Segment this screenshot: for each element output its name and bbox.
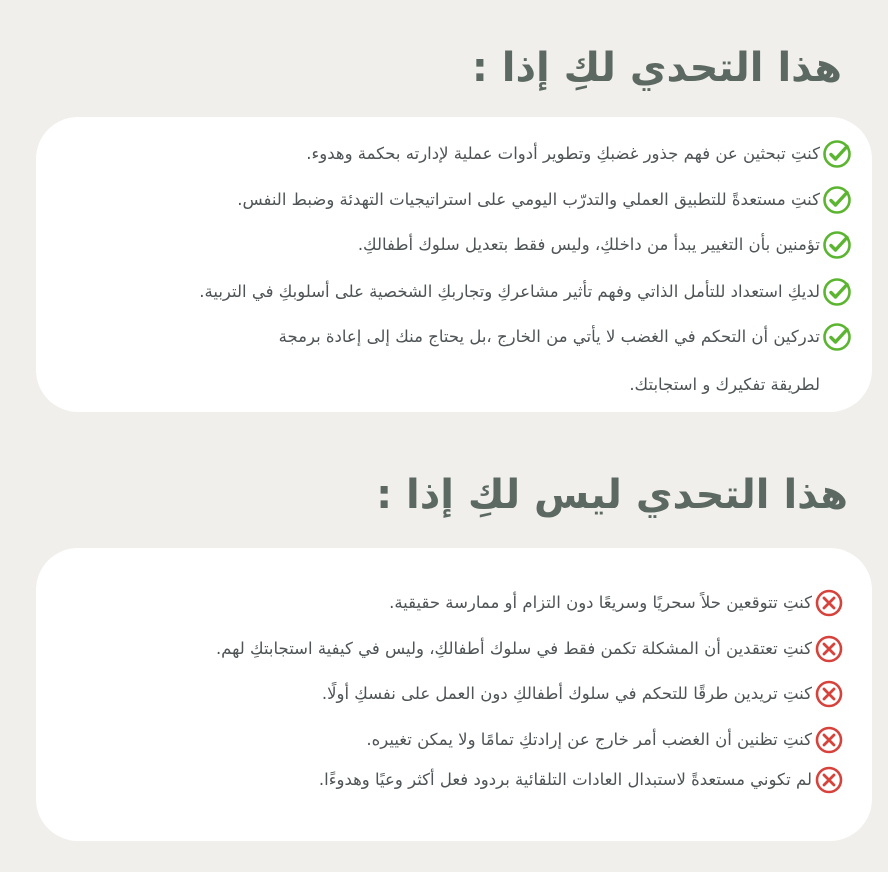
- not-fit-item: [366, 725, 844, 755]
- check-circle-icon: [822, 139, 852, 169]
- fit-item-continuation: لطريقة تفكيرك و استجابتك.: [629, 375, 820, 394]
- check-circle-icon: [822, 230, 852, 260]
- check-circle-icon: [822, 277, 852, 307]
- not-fit-item: [216, 634, 844, 664]
- x-circle-icon: [814, 634, 844, 664]
- not-fit-item-text: كنتِ تظنين أن الغضب أمر خارج عن إرادتكِ تمامًا ولا يمكن تغييره.: [366, 729, 812, 749]
- fit-card: [36, 117, 872, 412]
- not-fit-item: [389, 588, 844, 618]
- not-fit-item: [322, 679, 844, 709]
- fit-item-text: تؤمنين بأن التغيير يبدأ من داخلكِ، وليس فقط بتعديل سلوك أطفالكِ.: [357, 234, 820, 254]
- fit-item: [358, 230, 852, 260]
- fit-heading: هذا التحدي لكِ إذا :: [471, 45, 842, 91]
- not-fit-item-text: كنتِ تريدين طرقًا للتحكم في سلوك أطفالكِ دون العمل على نفسكِ أولًا.: [321, 683, 812, 703]
- x-circle-icon: [814, 588, 844, 618]
- check-circle-icon: [822, 322, 852, 352]
- fit-item: [279, 322, 852, 352]
- fit-item-text: كنتِ مستعدةً للتطبيق العملي والتدرّب اليومي على استراتيجيات التهدئة وضبط النفس.: [237, 189, 820, 209]
- check-circle-icon: [822, 185, 852, 215]
- not-fit-item: [319, 765, 844, 795]
- x-circle-icon: [814, 765, 844, 795]
- fit-item-text: كنتِ تبحثين عن فهم جذور غضبكِ وتطوير أدوات عملية لإدارته بحكمة وهدوء.: [306, 143, 820, 163]
- x-circle-icon: [814, 679, 844, 709]
- not-fit-item-text: كنتِ تتوقعين حلاً سحريًا وسريعًا دون التزام أو ممارسة حقيقية.: [389, 592, 812, 612]
- not-fit-card: [36, 548, 872, 841]
- fit-item-text: تدركين أن التحكم في الغضب لا يأتي من الخارج ،بل يحتاج منك إلى إعادة برمجة: [278, 326, 820, 346]
- fit-item-text: لديكِ استعداد للتأمل الذاتي وفهم تأثير مشاعركِ وتجاربكِ الشخصية على أسلوبكِ في التربية.: [199, 281, 820, 301]
- x-circle-icon: [814, 725, 844, 755]
- not-fit-item-text: لم تكوني مستعدةً لاستبدال العادات التلقائية بردود فعل أكثر وعيًا وهدوءًا.: [318, 769, 812, 789]
- fit-item: [306, 139, 852, 169]
- not-fit-item-text: كنتِ تعتقدين أن المشكلة تكمن فقط في سلوك أطفالكِ، وليس في كيفية استجابتكِ لهم.: [215, 638, 812, 658]
- fit-item: [199, 277, 852, 307]
- not-fit-heading: هذا التحدي ليس لكِ إذا :: [376, 472, 848, 518]
- fit-item: [237, 185, 852, 215]
